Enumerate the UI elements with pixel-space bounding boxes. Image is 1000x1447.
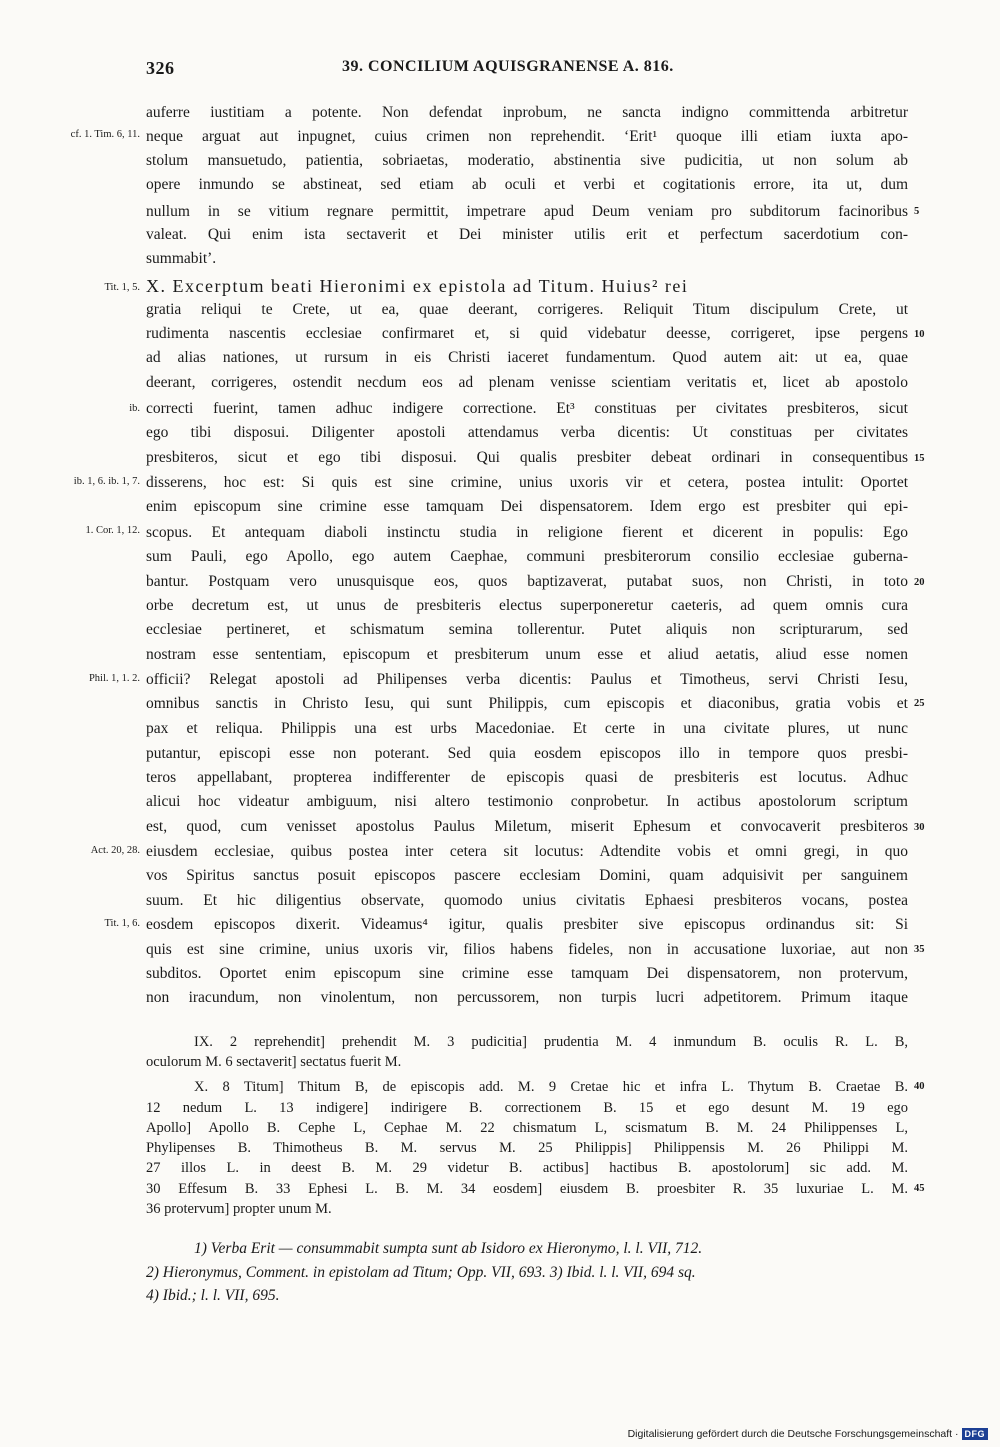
text-line: pax et reliqua. Philippis una est urbs Macedoniae. Et certe in una civitate plures, ut nunc — [146, 720, 908, 737]
text-line: est, quod, cum venisset apostolus Paulus Miletum, miserit Ephesum et convocaverit presbiteros — [146, 818, 908, 835]
apparatus-line: Phylipenses B. Thimotheus B. M. servus M. 25 Philippis] Philippensis M. 26 Philippi M. — [146, 1140, 908, 1156]
margin-reference: 1. Cor. 1, 12. — [85, 525, 140, 536]
text-line: bantur. Postquam vero unusquisque eos, quos baptizaverat, putabat suos, non Christi, in toto — [146, 573, 908, 590]
apparatus-line: oculorum M. 6 sectaverit] sectatus fuerit M. — [146, 1054, 402, 1070]
text-line: valeat. Qui enim ista sectaverit et Dei minister utilis erit et perfectum sacerdotium con- — [146, 226, 908, 243]
margin-reference: Tit. 1, 6. — [104, 918, 140, 929]
line-number: 40 — [914, 1081, 925, 1092]
margin-reference: Act. 20, 28. — [90, 845, 140, 856]
text-line: quis est sine crimine, unius uxoris vir, filios habens fideles, non in accusatione luxoriae, aut non — [146, 941, 908, 958]
footnote-line: 4) Ibid.; l. l. VII, 695. — [146, 1287, 280, 1304]
apparatus-line: 27 illos L. in deest B. M. 29 videtur B. actibus] hactibus B. apostolorum] sic add. M. — [146, 1160, 908, 1176]
text-line: gratia reliqui te Crete, ut ea, quae deerant, corrigeres. Reliquit Titum discipulum Crete, ut — [146, 301, 908, 318]
margin-reference: ib. — [129, 403, 140, 414]
text-line: eosdem episcopos dixerit. Videamus⁴ igitur, qualis presbiter sive episcopus ordinandus sit: Si — [146, 916, 908, 933]
text-line: rudimenta nascentis ecclesiae confirmaret et, si quid videbatur deesse, corrigeret, ipse pergens — [146, 325, 908, 342]
text-line: omnibus sanctis in Christo Iesu, qui sunt Philippis, cum episcopis et diaconibus, gratia vobis et — [146, 695, 908, 712]
text-line: vos Spiritus sanctus posuit episcopos pascere ecclesiam Domini, quam adquisivit per sanguinem — [146, 867, 908, 884]
text-line: teros appellabant, propterea indifferenter de episcopis quasi de presbiteris est locutus. Adhuc — [146, 769, 908, 786]
apparatus-line: Apollo] Apollo B. Cephe L, Cephae M. 22 chismatum L, scismatum B. M. 24 Philippenses L, — [146, 1120, 908, 1136]
text-line: officii? Relegat apostoli ad Philipenses verba dicentis: Paulus et Timotheus, servi Christi Iesu, — [146, 671, 908, 688]
margin-reference: ib. 1, 6. ib. 1, 7. — [73, 476, 140, 487]
apparatus-line: IX. 2 reprehendit] prehendit M. 3 pudicitia] prudentia M. 4 inmundum B. oculis R. L. B, — [194, 1034, 908, 1050]
apparatus-line: 30 Effesum B. 33 Ephesi L. B. M. 34 eosdem] eiusdem B. proesbiter R. 35 luxuriae L. M. — [146, 1181, 908, 1197]
text-line: summabit’. — [146, 250, 217, 267]
text-line: putantur, episcopi esse non poterant. Sed quia eosdem episcopos illo in tempore quos presbi- — [146, 745, 908, 762]
section-heading: X. Excerptum beati Hieronimi ex epistola ad Titum. Huius² rei — [146, 276, 689, 296]
text-line: scopus. Et antequam diaboli instinctu studia in religione fierent et dicerent in populis: Ego — [146, 524, 908, 541]
line-number: 20 — [914, 577, 925, 588]
text-line: non iracundum, non vinolentum, non percussorem, non turpis lucri adpetitorem. Primum itaque — [146, 989, 908, 1006]
text-line: enim episcopum sine crimine esse tamquam Dei dispensatorem. Idem ergo est presbiter qui epi- — [146, 498, 908, 515]
apparatus-line: X. 8 Titum] Thitum B, de episcopis add. M. 9 Cretae hic et infra L. Thytum B. Craetae B. — [194, 1079, 908, 1095]
footnote-line: 1) Verba Erit — consummabit sumpta sunt ab Isidoro ex Hieronymo, l. l. VII, 712. — [194, 1240, 703, 1257]
text-line: opere inmundo se abstineat, sed etiam ab oculi et verbi et cogitationis errore, ita ut, dum — [146, 176, 908, 193]
text-line: alicui hoc videatur ambiguum, nisi altero testimonio conprobetur. In actibus apostolorum scriptum — [146, 793, 908, 810]
line-number: 30 — [914, 822, 925, 833]
credit-text: Digitalisierung gefördert durch die Deutsche Forschungsgemeinschaft · — [627, 1428, 959, 1440]
text-line: stolum mansuetudo, patientia, sobriaetas, moderatio, abstinentia sive pudicitia, ut non solum ab — [146, 152, 908, 169]
line-number: 15 — [914, 453, 925, 464]
text-line: neque arguat aut inpugnet, cuius crimen non reprehendit. ‘Erit¹ quoque illi etiam iuxta apo- — [146, 128, 908, 145]
line-number: 25 — [914, 698, 925, 709]
text-line: eiusdem ecclesiae, quibus postea inter cetera sit locutus: Adtendite vobis et omni gregi, in quo — [146, 843, 908, 860]
text-line: disserens, hoc est: Si quis est sine crimine, unius uxoris vir et cetera, postea intulit: Oportet — [146, 474, 908, 491]
text-line: ad alias nationes, ut rursum in eis Christi iaceret fundamentum. Quod autem ait: ut ea, quae — [146, 349, 908, 366]
text-line: presbiteros, sicut et ego tibi disposui. Qui qualis presbiter debeat ordinari in consequentibus — [146, 449, 908, 466]
text-line: nostram esse sententiam, episcopum et presbiterum unum esse et aliud aetatis, aliud esse nomen — [146, 646, 908, 663]
text-line: sum Pauli, ego Apollo, ego autem Caephae, communi presbiterorum consilio ecclesiae guberna- — [146, 548, 908, 565]
page-number: 326 — [146, 58, 175, 78]
line-number: 35 — [914, 944, 925, 955]
line-number: 5 — [914, 206, 920, 217]
text-line: subditos. Oportet enim episcopum sine crimine esse tamquam Dei dispensatorem, non protervum, — [146, 965, 908, 982]
text-line: orbe decretum est, ut unus de presbiteris electus superponeretur caeteris, ad quem omnis cura — [146, 597, 908, 614]
text-line: ecclesiae pertineret, et schismatum semina tollerentur. Putet aliquis non scripturarum, sed — [146, 621, 908, 638]
apparatus-line: 36 protervum] propter unum M. — [146, 1201, 332, 1217]
footnote-line: 2) Hieronymus, Comment. in epistolam ad Titum; Opp. VII, 693. 3) Ibid. l. l. VII, 694 sq. — [146, 1264, 696, 1281]
margin-reference: Tit. 1, 5. — [104, 282, 140, 293]
text-line: nullum in se vitium regnare permittit, impetrare apud Deum veniam pro subditorum facinoribus — [146, 203, 908, 220]
line-number: 45 — [914, 1183, 925, 1194]
text-line: suum. Et hic diligentius observate, quomodo unius civitatis Ephaesi presbiteros vocans, postea — [146, 892, 908, 909]
margin-reference: Phil. 1, 1. 2. — [88, 673, 140, 684]
text-line: deerant, corrigeres, ostendit necdum eos ad plenam venisse scientiam veritatis et, licet ab apostolo — [146, 374, 908, 391]
text-line: correcti fuerint, tamen adhuc indigere correctione. Et³ constituas per civitates presbiteros, sicut — [146, 400, 908, 417]
text-line: ego tibi disposui. Diligenter apostoli attendamus verba dicentis: Ut constituas per civitates — [146, 424, 908, 441]
margin-reference: cf. 1. Tim. 6, 11. — [70, 129, 140, 140]
text-line: auferre iustitiam a potente. Non defendat inprobum, ne sancta indigno committenda arbitretur — [146, 104, 908, 121]
dfg-logo-icon: DFG — [962, 1428, 989, 1440]
digitization-credit — [606, 1424, 988, 1444]
running-title: 39. CONCILIUM AQUISGRANENSE A. 816. — [342, 58, 674, 75]
apparatus-line: 12 nedum L. 13 indigere] indirigere B. correctionem B. 15 et ego desunt M. 19 ego — [146, 1100, 908, 1116]
line-number: 10 — [914, 329, 925, 340]
